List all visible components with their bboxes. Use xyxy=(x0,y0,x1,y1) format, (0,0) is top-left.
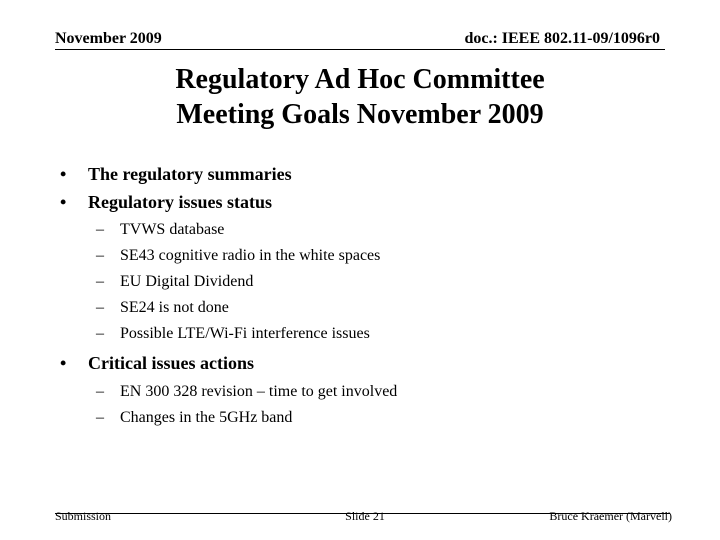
header-doc-id: doc.: IEEE 802.11-09/1096r0 xyxy=(464,30,660,47)
sub-item xyxy=(60,269,680,295)
sub-item-text: EU Digital Dividend xyxy=(120,273,254,290)
bullet-marker: • xyxy=(60,164,67,184)
dash-marker: – xyxy=(96,273,104,290)
sub-item-text: EN 300 328 revision – time to get involved xyxy=(120,383,398,400)
header-divider xyxy=(55,49,665,50)
sub-item-text: Changes in the 5GHz band xyxy=(120,409,293,426)
bullet-list xyxy=(60,160,680,433)
slide-title-line-2: Meeting Goals November 2009 xyxy=(176,99,544,130)
footer-slide-number: Slide 21 xyxy=(345,509,385,523)
status-sublist xyxy=(60,217,680,347)
bullet-item xyxy=(60,188,680,216)
bullet-text: The regulatory summaries xyxy=(88,164,292,184)
sub-item xyxy=(60,405,680,431)
bullet-item xyxy=(60,160,680,188)
footer-submission: Submission xyxy=(55,509,112,523)
sub-item xyxy=(60,379,680,405)
sub-item-text: SE24 is not done xyxy=(120,299,229,316)
sub-item xyxy=(60,243,680,269)
sub-item-text: TVWS database xyxy=(120,221,225,238)
dash-marker: – xyxy=(96,247,104,264)
slide-title-line-1: Regulatory Ad Hoc Committee xyxy=(175,64,545,95)
dash-marker: – xyxy=(96,221,104,238)
bullet-marker: • xyxy=(60,192,67,212)
bullet-marker: • xyxy=(60,353,67,373)
header-date: November 2009 xyxy=(55,30,162,47)
actions-sublist xyxy=(60,379,680,431)
dash-marker: – xyxy=(96,383,104,400)
dash-marker: – xyxy=(96,325,104,342)
sub-item xyxy=(60,295,680,321)
slide-title xyxy=(60,62,660,132)
dash-marker: – xyxy=(96,299,104,316)
footer-author: Bruce Kraemer (Marvell) xyxy=(549,509,672,523)
sub-item-text: SE43 cognitive radio in the white spaces xyxy=(120,247,381,264)
bullet-text: Critical issues actions xyxy=(88,353,254,373)
sub-item xyxy=(60,217,680,243)
bullet-item xyxy=(60,349,680,377)
bullet-text: Regulatory issues status xyxy=(88,192,273,212)
sub-item-text: Possible LTE/Wi-Fi interference issues xyxy=(120,325,370,342)
dash-marker: – xyxy=(96,409,104,426)
sub-item xyxy=(60,321,680,347)
